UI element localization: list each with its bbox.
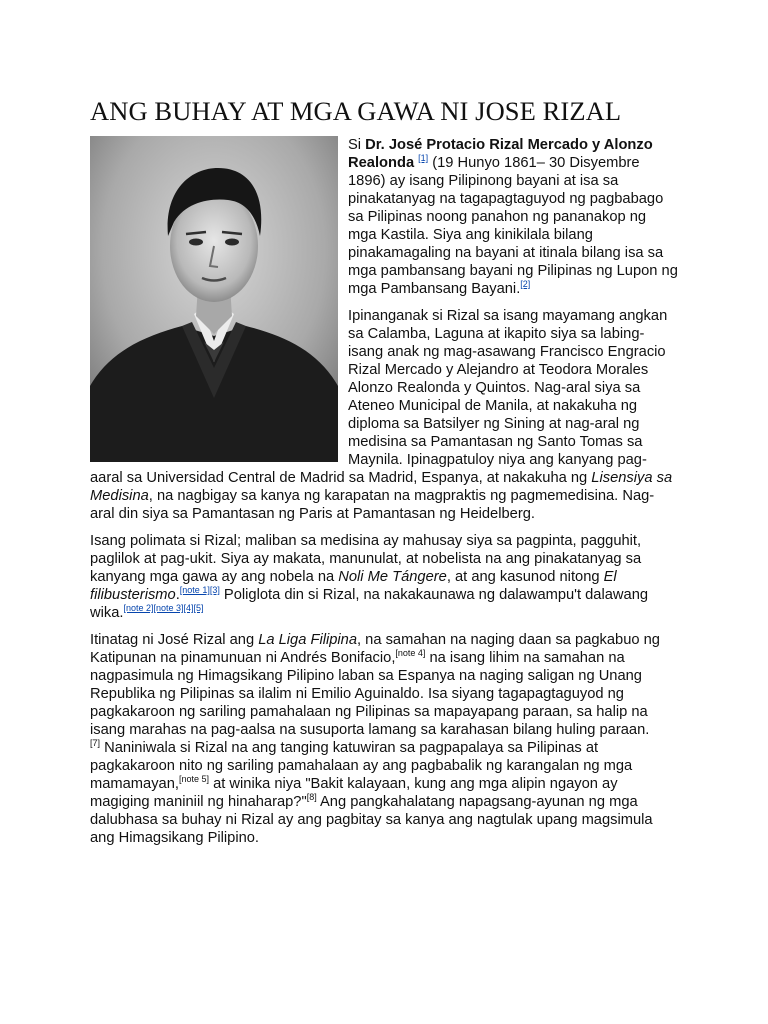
citation-link[interactable]: [note 2][note 3][4][5]: [123, 603, 204, 614]
citation-link[interactable]: [2]: [520, 279, 531, 290]
citation-note: [note 4]: [395, 648, 426, 659]
novel-title: El filibusterismo: [90, 569, 617, 603]
full-name: Dr. José Protacio Rizal Mercado y Alonzo Realonda: [348, 137, 653, 171]
citation-note: [7]: [90, 738, 101, 749]
novel-title: Noli Me Tángere: [338, 569, 447, 585]
citation-note: [8]: [306, 792, 317, 803]
citation-note: [note 5]: [178, 774, 210, 785]
citation-link[interactable]: [1]: [418, 153, 429, 164]
paragraph-polymath: Isang polimata si Rizal; maliban sa medisina ay mahusay siya sa pagpinta, pagguhit, paglilok at pag-ukit. Siya ay makata, manunulat, at nobelista na ang pinakatanyag sa kanyang mga gawa ay ang nobela na Noli Me Tángere, at ang kasunod nitong El filibusterismo.[note 1][3] Poliglota din si Rizal, na nakakaunawa ng dalawampu't dalawang wika.[note 2][note 3][4][5]: [90, 533, 649, 621]
page-title: ANG BUHAY AT MGA GAWA NI JOSE RIZAL: [90, 96, 622, 126]
portrait-photo-icon: [90, 136, 338, 462]
organization-name: La Liga Filipina: [258, 632, 357, 648]
citation-link[interactable]: [note 1][3]: [179, 585, 220, 596]
paragraph-intro: Si Dr. José Protacio Rizal Mercado y Alonzo Realonda [1] (19 Hunyo 1861– 30 Disyembre 1896) ay isang Pilipinong bayani at isa sa pinakatanyag na tagapagtaguyod ng pagbabago sa Pilipinas noong panahon ng pananakop ng mga Kastila. Siya ang kinikilala bilang pinakamagaling na bayani at itinala bilang isa sa mga pambansang bayani ng Pilipinas ng Lupon ng mga Pambansang Bayani.[2]: [348, 137, 678, 297]
paragraph-liga: Itinatag ni José Rizal ang La Liga Filipina, na samahan na naging daan sa pagkabuo ng Katipunan na pinamunuan ni Andrés Bonifacio,[note 4] na isang lihim na samahan na nagpasimula ng Himagsikang Pilipino laban sa Espanya na naging saligan ng Unang Republika ng Pilipinas sa ilalim ni Emilio Aguinaldo. Isa siyang tagapagtaguyod ng pagkakaroon ng sariling pamahalaan ng Pilipinas sa mapayapang paraan, sa halip na isang marahas na pag-aalsa na susuporta lamang sa karahasan bilang huling paraan. [7] Naniniwala si Rizal na ang tanging katuwiran sa pagpapalaya sa Pilipinas at pagkakaroon nito ng sariling pamahalaan ay ang pagbabalik ng karangalan ng mga mamamayan,[note 5] at winika niya "Bakit kalayaan, kung ang mga alipin ngayon ay magiging maniniil ng hinaharap?"[8] Ang pangkahalatang napagsang-ayunan ng mga dalubhasa sa buhay ni Rizal ay ang pagbitay sa kanya ang nagtulak upang magsimula ang Himagsikang Pilipino.: [90, 632, 660, 846]
paragraph-education: Ipinanganak si Rizal sa isang mayamang angkan sa Calamba, Laguna at ikapito siya sa labing-isang anak ng mag-asawang Francisco Engracio Rizal Mercado y Alejandro at Teodora Morales Alonzo Realonda y Quintos. Nag-aral siya sa Ateneo Municipal de Manila, at nakakuha ng diploma sa Batsilyer ng Sining at nag-aral ng medisina sa Pamantasan ng Santo Tomas sa Maynila. Ipinagpatuloy niya ang kanyang pag-aaral sa Universidad Central de Madrid sa Madrid, Espanya, at nakakuha ng Lisensiya sa Medisina, na nagbigay sa kanya ng karapatan na magpraktis ng pagmemedisina. Nag-aral din siya sa Pamantasan ng Paris at Pamantasan ng Heidelberg.: [90, 308, 673, 522]
article-body: [90, 136, 678, 856]
